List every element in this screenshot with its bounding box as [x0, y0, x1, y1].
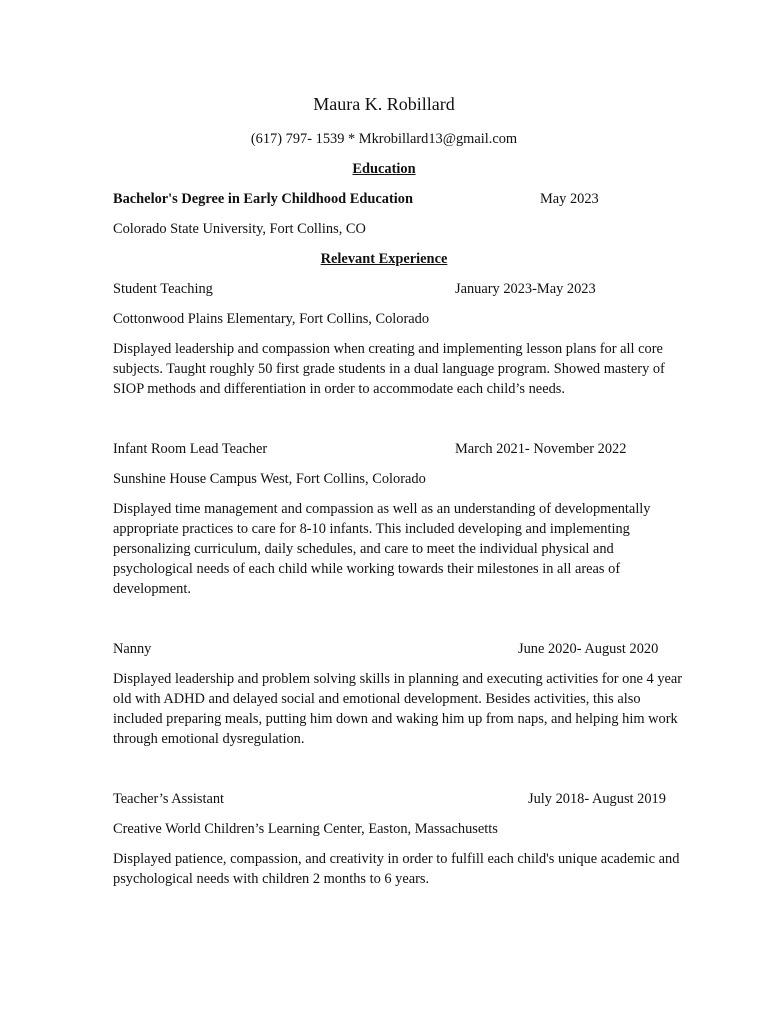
job-title: Student Teaching: [113, 281, 213, 297]
job-title: Infant Room Lead Teacher: [113, 441, 268, 457]
job-title: Teacher’s Assistant: [113, 791, 225, 807]
job-date: June 2020- August 2020: [518, 641, 659, 657]
job-description: Displayed time management and compassion as well as an understanding of developmentally appropriate practices to care for 8-10 infants. This included developing and implementing personalizing curriculum, daily schedules, and care to meet the individual physical and psychological needs of each child while working towards their milestones in all areas of development.: [113, 501, 651, 597]
job-date: March 2021- November 2022: [455, 441, 627, 457]
school-name: Colorado State University, Fort Collins, CO: [113, 221, 366, 237]
job-description: Displayed leadership and compassion when creating and implementing lesson plans for all core subjects. Taught roughly 50 first grade students in a dual language program. Showed mastery of SIOP methods and differentiation in order to accommodate each child’s needs.: [113, 341, 665, 397]
experience-heading: Relevant Experience: [320, 251, 448, 267]
degree-date: May 2023: [540, 191, 599, 207]
job-place: Cottonwood Plains Elementary, Fort Collins, Colorado: [113, 311, 430, 327]
job-place: Creative World Children’s Learning Center, Easton, Massachusetts: [113, 821, 498, 837]
job-date: July 2018- August 2019: [528, 791, 666, 807]
job-place: Sunshine House Campus West, Fort Collins, Colorado: [113, 471, 426, 487]
education-heading: Education: [352, 161, 416, 177]
resume-name: Maura K. Robillard: [313, 94, 455, 114]
contact-info: (617) 797- 1539 * Mkrobillard13@gmail.com: [250, 131, 518, 147]
degree-title: Bachelor's Degree in Early Childhood Education: [113, 191, 413, 207]
job-date: January 2023-May 2023: [455, 281, 596, 297]
job-description: Displayed patience, compassion, and creativity in order to fulfill each child's unique academic and psychological needs with children 2 months to 6 years.: [113, 851, 680, 887]
job-description: Displayed leadership and problem solving skills in planning and executing activities for one 4 year old with ADHD and delayed social and emotional development. Besides activities, this also included preparing meals, putting him down and waking him up from naps, and helping him work through emotional dysregulation.: [113, 671, 683, 747]
job-title: Nanny: [113, 641, 152, 657]
